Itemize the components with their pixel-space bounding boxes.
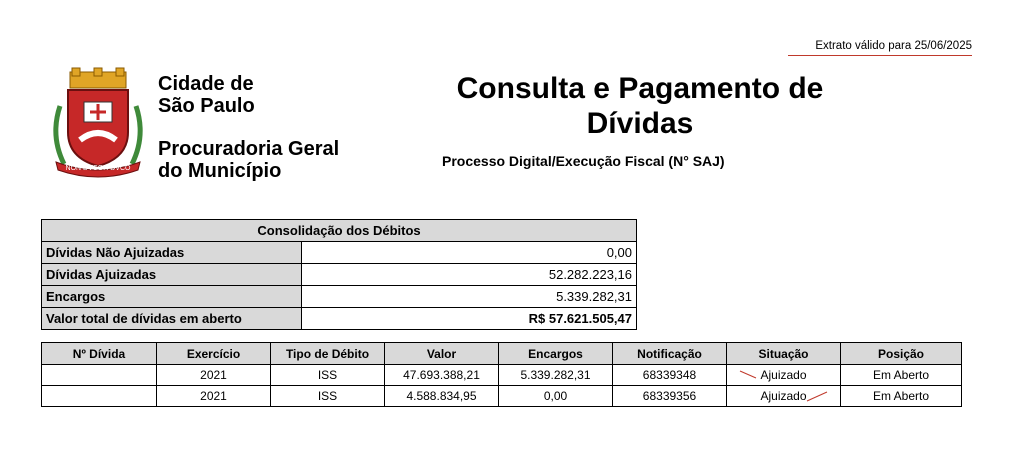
row-label: Dívidas Não Ajuizadas [42, 242, 302, 264]
row-value: 52.282.223,16 [302, 264, 637, 286]
col-notificacao: Notificação [613, 343, 727, 365]
col-numero: Nº Dívida [42, 343, 157, 365]
cell-situacao [727, 365, 841, 386]
cell-situacao [727, 386, 841, 407]
cell-exercicio: 2021 [157, 386, 271, 407]
validity-date: Extrato válido para 25/06/2025 [788, 40, 972, 56]
row-label: Valor total de dívidas em aberto [42, 308, 302, 330]
cell-numero [42, 386, 157, 407]
org-procuradoria: Procuradoria Geral do Município [158, 138, 340, 182]
check-mark-icon [806, 390, 828, 402]
check-mark-icon [739, 369, 757, 379]
situacao-text: Ajuizado [760, 389, 807, 403]
col-posicao: Posição [841, 343, 962, 365]
situacao-text: Ajuizado [760, 368, 807, 382]
row-value: 5.339.282,31 [302, 286, 637, 308]
cell-encargos: 5.339.282,31 [499, 365, 613, 386]
consolidation-table [41, 219, 637, 330]
row-label: Dívidas Ajuizadas [42, 264, 302, 286]
page-subtitle: Processo Digital/Execução Fiscal (N° SAJ) [442, 153, 725, 169]
org-city: Cidade de São Paulo [158, 73, 255, 117]
table-header-row [42, 343, 962, 365]
consolidation-title: Consolidação dos Débitos [42, 220, 637, 242]
page-title: Consulta e Pagamento de Dívidas [456, 72, 824, 140]
total-value: R$ 57.621.505,47 [302, 308, 637, 330]
cell-tipo: ISS [271, 365, 385, 386]
cell-posicao: Em Aberto [841, 386, 962, 407]
cell-tipo: ISS [271, 386, 385, 407]
table-row [42, 242, 637, 264]
cell-valor: 4.588.834,95 [385, 386, 499, 407]
table-row [42, 365, 962, 386]
col-situacao: Situação [727, 343, 841, 365]
row-value: 0,00 [302, 242, 637, 264]
debts-table [41, 342, 962, 407]
cell-exercicio: 2021 [157, 365, 271, 386]
cell-valor: 47.693.388,21 [385, 365, 499, 386]
seal-motto-ribbon [56, 160, 140, 174]
table-row [42, 286, 637, 308]
cell-notificacao: 68339356 [613, 386, 727, 407]
col-tipo: Tipo de Débito [271, 343, 385, 365]
row-label: Encargos [42, 286, 302, 308]
cell-numero [42, 365, 157, 386]
cell-encargos: 0,00 [499, 386, 613, 407]
svg-text:NON DVCOR DVCO: NON DVCOR DVCO [65, 165, 131, 172]
table-row [42, 264, 637, 286]
table-row [42, 386, 962, 407]
table-row [42, 308, 637, 330]
cell-notificacao: 68339348 [613, 365, 727, 386]
col-exercicio: Exercício [157, 343, 271, 365]
col-valor: Valor [385, 343, 499, 365]
cell-posicao: Em Aberto [841, 365, 962, 386]
col-encargos: Encargos [499, 343, 613, 365]
